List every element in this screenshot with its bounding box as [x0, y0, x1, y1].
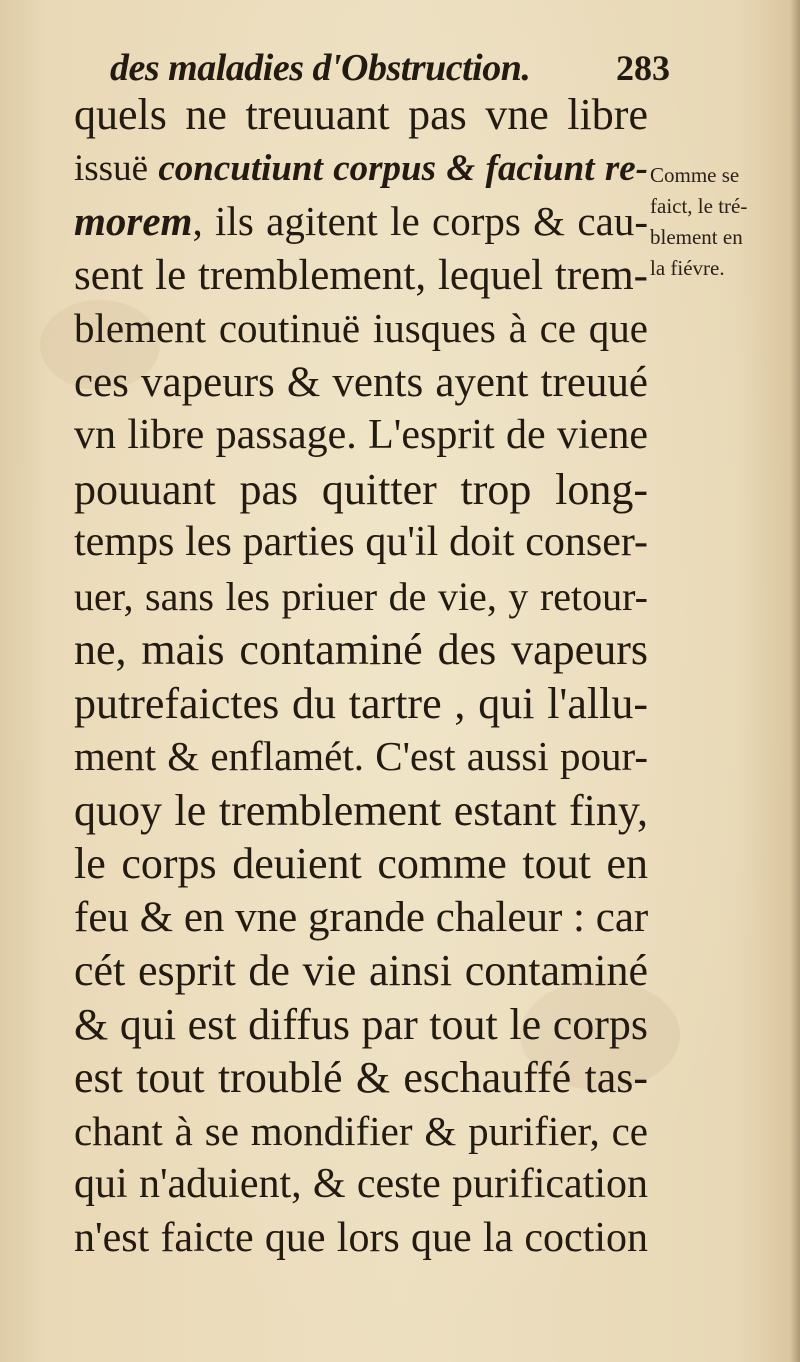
margin-note-line: la fiévre.	[650, 256, 725, 280]
text-segment: n'est faicte que lors que la coction	[74, 1214, 648, 1261]
margin-note	[650, 160, 790, 284]
text-segment: uer, sans les priuer de vie, y retour-	[74, 573, 648, 619]
text-segment: quoy le tremblement estant finy,	[74, 785, 648, 835]
running-title: des maladies d'Obstruction.	[110, 47, 531, 89]
text-line	[74, 88, 648, 142]
text-line	[74, 302, 648, 356]
latin-phrase: morem	[74, 198, 193, 244]
text-line	[74, 1051, 648, 1105]
text-segment: chant à se mondifier & purifier, ce	[74, 1107, 648, 1154]
text-segment: blement coutinuë iusques à ce que	[74, 305, 648, 351]
latin-phrase: concutiunt corpus & faciunt re-	[158, 147, 648, 189]
margin-note-line: Comme se	[650, 163, 740, 187]
text-segment: & qui est diffus par tout le corps	[74, 999, 648, 1049]
text-line	[74, 409, 648, 463]
text-segment: cét esprit de vie ainsi contaminé	[74, 946, 648, 995]
text-line	[74, 784, 648, 838]
page-number: 283	[616, 48, 670, 88]
margin-note-line: blement en	[650, 225, 743, 249]
text-segment: feu & en vne grande chaleur : car	[74, 893, 649, 941]
text-line	[74, 142, 648, 196]
text-segment: quels ne treuuant pas vne libre	[74, 90, 648, 139]
text-line	[74, 677, 648, 731]
text-line	[74, 837, 648, 891]
text-segment: temps les parties qu'il doit conser-	[74, 519, 648, 565]
text-segment: , ils agitent le corps & cau-	[192, 198, 648, 244]
text-line	[74, 1212, 648, 1266]
text-segment: ces vapeurs & vents ayent treuué	[74, 358, 648, 406]
text-segment: ne, mais contaminé des vapeurs	[74, 625, 648, 674]
text-segment: vn libre passage. L'esprit de viene	[74, 412, 648, 458]
text-segment: pouuant pas quitter trop long-	[74, 464, 648, 514]
text-segment: qui n'aduient, & ceste purification	[74, 1161, 648, 1207]
text-segment: est tout troublé & eschauffé tas-	[74, 1053, 648, 1102]
text-line	[74, 516, 648, 570]
text-line	[74, 570, 648, 624]
text-line	[74, 356, 648, 410]
page-edge-shadow	[790, 0, 800, 1362]
text-line	[74, 1105, 648, 1159]
text-line	[74, 891, 648, 945]
text-segment: sent le tremblement, lequel trem-	[74, 251, 648, 299]
text-segment: putrefaictes du tartre , qui l'allu-	[74, 678, 648, 728]
margin-note-line: faict, le tré-	[650, 194, 748, 218]
body-text	[74, 88, 648, 1265]
text-line	[74, 998, 648, 1052]
text-line	[74, 623, 648, 677]
text-line	[74, 463, 648, 517]
text-segment: le corps deuient comme tout en	[74, 839, 648, 888]
text-line	[74, 195, 648, 249]
text-segment: ment & enflamét. C'est aussi pour-	[74, 733, 648, 779]
text-line	[74, 249, 648, 303]
text-line	[74, 944, 648, 998]
text-line	[74, 730, 648, 784]
text-line	[74, 1158, 648, 1212]
text-segment: issuë	[74, 147, 159, 189]
